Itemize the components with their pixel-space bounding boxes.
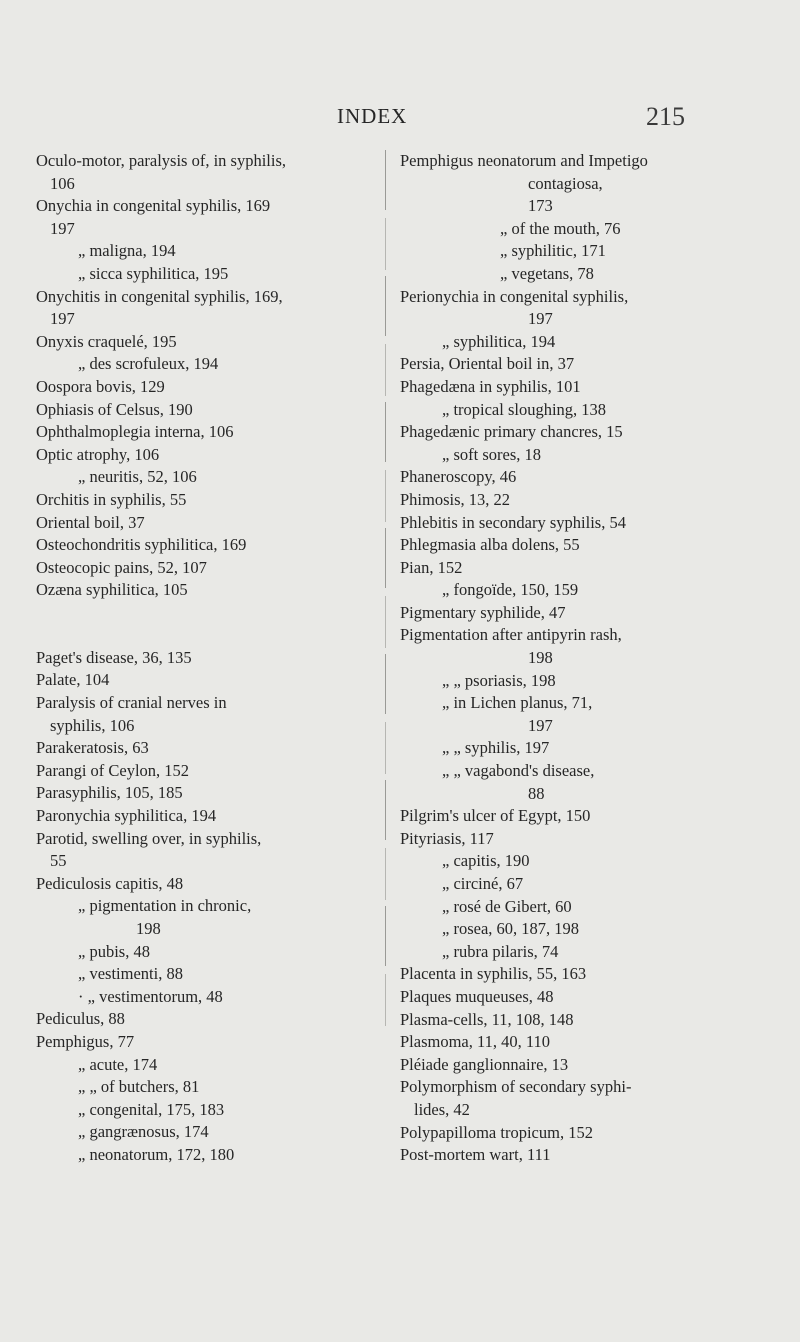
index-entry: „ syphilitica, 194 xyxy=(442,331,556,351)
index-entry: 198 xyxy=(136,919,161,938)
index-entry: Phlebitis in secondary syphilis, 54 xyxy=(400,512,626,532)
index-entry: „ des scrofuleux, 194 xyxy=(78,354,219,374)
index-entry: Parotid, swelling over, in syphilis, xyxy=(36,828,262,848)
index-column-right xyxy=(400,150,780,1167)
index-entry: Pemphigus neonatorum and Impetigo xyxy=(400,151,648,170)
index-entry: 198 xyxy=(528,648,553,668)
index-entry: „ capitis, 190 xyxy=(442,851,530,871)
index-entry: 173 xyxy=(528,196,553,216)
page-header xyxy=(0,102,800,142)
index-entry: Phimosis, 13, 22 xyxy=(400,489,511,509)
index-entry: „ soft sores, 18 xyxy=(442,444,541,464)
index-entry: „ neonatorum, 172, 180 xyxy=(78,1144,235,1164)
index-entry: „ rubra pilaris, 74 xyxy=(442,941,559,961)
index-entry: Onychia in congenital syphilis, 169 xyxy=(36,196,271,216)
index-entry: Plaques muqueuses, 48 xyxy=(400,986,554,1006)
index-entry: Placenta in syphilis, 55, 163 xyxy=(400,964,587,984)
index-entry: Paralysis of cranial nerves in xyxy=(36,693,227,713)
index-entry: Paronychia syphilitica, 194 xyxy=(36,806,217,826)
index-entry: Pigmentation after antipyrin rash, xyxy=(400,625,622,645)
index-entry: 55 xyxy=(50,851,67,871)
index-entry: „ of the mouth, 76 xyxy=(500,218,621,238)
index-entry: „ „ psoriasis, 198 xyxy=(442,670,556,690)
index-entry: 88 xyxy=(528,783,545,803)
index-entry: Pityriasis, 117 xyxy=(400,828,494,848)
index-entry: Phlegmasia alba dolens, 55 xyxy=(400,535,580,555)
index-entry: Oriental boil, 37 xyxy=(36,512,145,532)
column-divider xyxy=(385,150,386,1030)
index-entry: Oospora bovis, 129 xyxy=(36,376,165,396)
index-entry: „ fongoïde, 150, 159 xyxy=(442,580,579,600)
index-entry: Plasma-cells, 11, 108, 148 xyxy=(400,1009,574,1029)
index-entry: „ „ vagabond's disease, xyxy=(442,761,595,781)
index-entry: Ophthalmoplegia interna, 106 xyxy=(36,422,234,442)
index-entry: „ vegetans, 78 xyxy=(500,263,594,283)
index-entry: Persia, Oriental boil in, 37 xyxy=(400,354,575,374)
index-entry: Phagedænic primary chancres, 15 xyxy=(400,422,623,442)
index-entry: Optic atrophy, 106 xyxy=(36,444,160,464)
index-entry: Pléiade ganglionnaire, 13 xyxy=(400,1054,569,1074)
index-entry: 197 xyxy=(50,309,75,329)
index-entry: „ gangrænosus, 174 xyxy=(78,1122,209,1142)
index-entry: Pilgrim's ulcer of Egypt, 150 xyxy=(400,806,591,826)
index-entry: Phagedæna in syphilis, 101 xyxy=(400,376,581,396)
index-entry: Parangi of Ceylon, 152 xyxy=(36,760,190,780)
index-entry: „ syphilitic, 171 xyxy=(500,241,606,261)
index-entry: „ pigmentation in chronic, xyxy=(78,896,252,916)
index-entry: Parakeratosis, 63 xyxy=(36,738,149,758)
index-entry: „ vestimenti, 88 xyxy=(78,964,183,984)
index-entry: Perionychia in congenital syphilis, xyxy=(400,286,629,306)
index-entry: „ rosé de Gibert, 60 xyxy=(442,896,572,916)
index-entry: „ „ of butchers, 81 xyxy=(78,1077,200,1097)
index-entry: „ in Lichen planus, 71, xyxy=(442,693,593,713)
index-entry: 197 xyxy=(50,218,75,238)
index-entry: syphilis, 106 xyxy=(50,715,135,735)
index-entry: Orchitis in syphilis, 55 xyxy=(36,489,187,509)
index-entry: „ acute, 174 xyxy=(78,1054,158,1074)
index-entry: Osteochondritis syphilitica, 169 xyxy=(36,535,247,555)
index-entry: „ tropical sloughing, 138 xyxy=(442,399,607,419)
index-entry: „ sicca syphilitica, 195 xyxy=(78,263,229,283)
index-entry: Ophiasis of Celsus, 190 xyxy=(36,399,193,419)
index-entry: Pian, 152 xyxy=(400,557,463,577)
index-entry: 106 xyxy=(50,173,75,193)
index-entry: „ maligna, 194 xyxy=(78,241,176,261)
index-entry: Pediculosis capitis, 48 xyxy=(36,873,184,893)
index-entry: lides, 42 xyxy=(414,1099,470,1119)
index-entry: Oculo-motor, paralysis of, in syphilis, xyxy=(36,151,287,170)
index-entry: Palate, 104 xyxy=(36,670,110,690)
index-entry: „ neuritis, 52, 106 xyxy=(78,467,197,487)
index-entry: contagiosa, xyxy=(528,173,603,193)
index-entry: Post-mortem wart, 111 xyxy=(400,1145,551,1165)
index-entry: Pediculus, 88 xyxy=(36,1009,125,1029)
index-entry: Phaneroscopy, 46 xyxy=(400,467,517,487)
index-entry: Pigmentary syphilide, 47 xyxy=(400,602,566,622)
index-entry: „ „ syphilis, 197 xyxy=(442,738,550,758)
section-gap xyxy=(36,602,366,647)
index-entry: Polymorphism of secondary syphi- xyxy=(400,1077,632,1097)
index-entry: Onyxis craquelé, 195 xyxy=(36,331,177,351)
page-title: INDEX xyxy=(337,104,408,128)
index-entry: „ congenital, 175, 183 xyxy=(78,1099,225,1119)
index-column-left xyxy=(36,150,366,1167)
index-entry: Paget's disease, 36, 135 xyxy=(36,647,192,667)
index-entry: Polypapilloma tropicum, 152 xyxy=(400,1122,593,1142)
index-entry: „ rosea, 60, 187, 198 xyxy=(442,919,580,939)
index-entry: Onychitis in congenital syphilis, 169, xyxy=(36,286,283,306)
index-entry: · „ vestimentorum, 48 xyxy=(78,986,223,1006)
index-entry: „ pubis, 48 xyxy=(78,941,150,961)
index-entry: Parasyphilis, 105, 185 xyxy=(36,783,183,803)
index-entry: Plasmoma, 11, 40, 110 xyxy=(400,1032,551,1052)
index-entry: Ozæna syphilitica, 105 xyxy=(36,580,188,600)
index-entry: „ circiné, 67 xyxy=(442,874,524,893)
index-entry: Pemphigus, 77 xyxy=(36,1031,135,1051)
index-entry: 197 xyxy=(528,715,553,735)
index-entry: Osteocopic pains, 52, 107 xyxy=(36,557,207,577)
index-entry: 197 xyxy=(528,309,553,329)
page-number: 215 xyxy=(646,102,685,131)
